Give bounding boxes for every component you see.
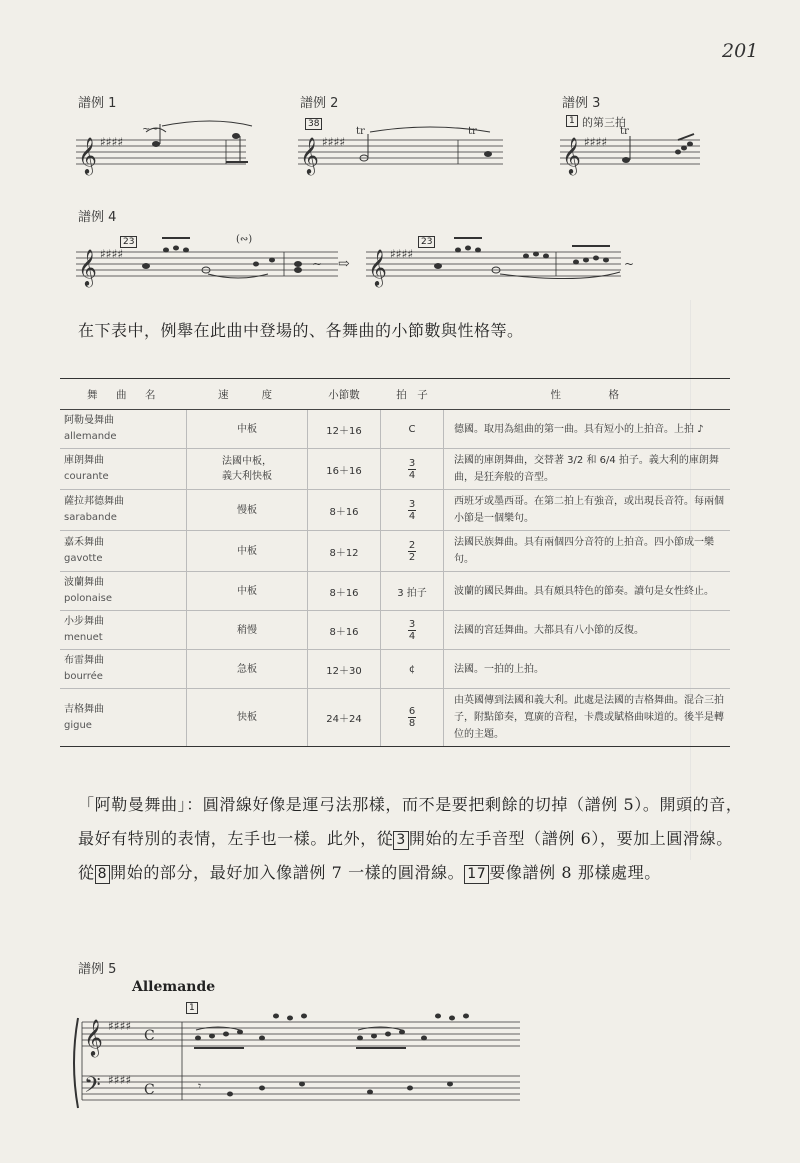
meter-cell xyxy=(381,650,444,689)
treble-clef-icon: 𝄞 xyxy=(78,136,97,174)
table-row xyxy=(60,650,730,689)
character-cell: 由英國傳到法國和義大利。此處是法國的吉格舞曲。混合三拍子，附點節奏，寬廣的音程，卡農或賦格曲味道的。後半是轉位的主題。 xyxy=(444,689,731,747)
dance-name-zh: 庫朗舞曲 xyxy=(64,455,104,466)
example-1-staff xyxy=(76,112,256,182)
dance-name-en: sarabande xyxy=(64,512,117,523)
meter-cell xyxy=(381,410,444,449)
table-header-row xyxy=(60,379,730,410)
example-5-label: 譜例 5 xyxy=(78,962,117,977)
dance-name-en: courante xyxy=(64,471,109,482)
measure-number-box: 23 xyxy=(120,236,137,248)
meter-cell xyxy=(381,449,444,490)
measure-number-box: 3 xyxy=(393,831,409,850)
table-row xyxy=(60,449,730,490)
page-number: 201 xyxy=(722,40,759,62)
column-header: 速 度 xyxy=(187,379,308,410)
example-5-grand-staff xyxy=(70,1008,530,1118)
table-row xyxy=(60,611,730,650)
time-signature: C xyxy=(408,423,416,435)
dance-name-cell xyxy=(60,449,187,490)
dance-name-zh: 嘉禾舞曲 xyxy=(64,537,104,548)
svg-text:~~: ~~ xyxy=(142,124,159,135)
dance-name-en: gavotte xyxy=(64,553,103,564)
character-cell: 德國。取用為組曲的第一曲。具有短小的上拍音。上拍 ♪ xyxy=(444,410,731,449)
measure-number-box: 1 xyxy=(566,115,578,127)
svg-text:♯♯♯♯: ♯♯♯♯ xyxy=(584,135,608,149)
example-3-staff xyxy=(560,112,710,182)
table-row xyxy=(60,490,730,531)
bar-count-cell: 8＋16 xyxy=(308,572,381,611)
example-3-annotation: 的第三拍 xyxy=(582,116,626,129)
tempo-text: 急板 xyxy=(237,663,257,675)
dance-name-zh: 阿勒曼舞曲 xyxy=(64,415,114,426)
tempo-cell xyxy=(187,531,308,572)
tempo-text: 法國中板， xyxy=(222,456,272,467)
tempo-text: 中板 xyxy=(237,545,257,557)
tempo-cell xyxy=(187,650,308,689)
time-signature: 3 拍子 xyxy=(397,587,427,599)
character-cell: 波蘭的國民舞曲。具有頗具特色的節奏。讀句是女性終止。 xyxy=(444,572,731,611)
svg-text:tr: tr xyxy=(468,126,477,137)
tempo-cell xyxy=(187,572,308,611)
dance-name-zh: 薩拉邦德舞曲 xyxy=(64,496,124,507)
dance-name-en: bourrée xyxy=(64,671,103,682)
column-header: 性 格 xyxy=(444,379,731,410)
treble-clef-icon: 𝄞 xyxy=(78,248,97,286)
character-cell: 法國。一拍的上拍。 xyxy=(444,650,731,689)
bar-count-cell: 16＋16 xyxy=(308,449,381,490)
bar-count-cell: 8＋12 xyxy=(308,531,381,572)
dance-name-cell xyxy=(60,490,187,531)
character-cell: 法國的宮廷舞曲。大都具有八小節的反復。 xyxy=(444,611,731,650)
meter-cell xyxy=(381,611,444,650)
svg-text:~: ~ xyxy=(312,257,323,271)
example-1-label: 譜例 1 xyxy=(78,96,117,111)
time-signature: $\frac{3}{4}$ xyxy=(408,498,416,522)
svg-text:𝄾: 𝄾 xyxy=(198,1079,202,1093)
dance-name-zh: 布雷舞曲 xyxy=(64,655,104,666)
svg-text:♯♯♯♯: ♯♯♯♯ xyxy=(322,135,346,149)
time-signature: ¢ xyxy=(408,663,416,675)
dance-name-zh: 波蘭舞曲 xyxy=(64,577,104,588)
meter-cell xyxy=(381,490,444,531)
tempo-text: 快板 xyxy=(237,712,257,723)
svg-text:♯♯♯♯: ♯♯♯♯ xyxy=(100,247,124,261)
tempo-cell xyxy=(187,611,308,650)
dance-name-en: menuet xyxy=(64,632,103,643)
arrow-right-icon: ⇨ xyxy=(338,256,350,272)
time-signature: $\frac{2}{2}$ xyxy=(408,539,416,563)
bar-count-cell: 24＋24 xyxy=(308,689,381,747)
measure-number-box: 23 xyxy=(418,236,435,248)
bar-count-cell: 12＋16 xyxy=(308,410,381,449)
tempo-cell xyxy=(187,490,308,531)
tempo-text: 稍慢 xyxy=(237,624,257,636)
example-4-staff xyxy=(76,226,726,296)
bar-count-cell: 12＋30 xyxy=(308,650,381,689)
meter-cell xyxy=(381,572,444,611)
dance-name-cell xyxy=(60,531,187,572)
character-cell: 西班牙或墨西哥。在第二拍上有強音，或出現長音符。每兩個小節是一個樂句。 xyxy=(444,490,731,531)
tempo-text: 義大利快板 xyxy=(222,471,272,482)
measure-number-box: 1 xyxy=(186,1002,198,1014)
example-3-label: 譜例 3 xyxy=(562,96,601,111)
time-signature: $\frac{3}{4}$ xyxy=(408,457,416,481)
dance-name-cell xyxy=(60,650,187,689)
bar-count-cell: 8＋16 xyxy=(308,490,381,531)
svg-text:tr: tr xyxy=(620,126,629,137)
svg-text:C: C xyxy=(144,1028,155,1044)
tempo-text: 中板 xyxy=(237,423,257,435)
treble-clef-icon: 𝄞 xyxy=(84,1018,103,1056)
svg-text:C: C xyxy=(144,1082,155,1098)
svg-text:♯♯♯♯: ♯♯♯♯ xyxy=(100,135,124,149)
dance-name-en: polonaise xyxy=(64,593,112,604)
measure-number-box: 38 xyxy=(305,118,322,130)
measure-number-box: 8 xyxy=(95,865,111,884)
example-2-label: 譜例 2 xyxy=(300,96,339,111)
svg-text:(∾): (∾) xyxy=(236,234,253,245)
dance-name-cell xyxy=(60,611,187,650)
dance-name-en: gigue xyxy=(64,719,92,731)
svg-text:♯♯♯♯: ♯♯♯♯ xyxy=(108,1073,132,1087)
dance-name-cell xyxy=(60,572,187,611)
column-header: 小節數 xyxy=(308,379,381,410)
tempo-text: 慢板 xyxy=(237,504,257,516)
time-signature: $\frac{3}{4}$ xyxy=(408,618,416,642)
intro-paragraph: 在下表中，例舉在此曲中登場的、各舞曲的小節數與性格等。 xyxy=(78,321,524,340)
dance-table xyxy=(60,378,730,747)
column-header: 拍 子 xyxy=(381,379,444,410)
treble-clef-icon: 𝄞 xyxy=(368,248,387,286)
meter-cell xyxy=(381,689,444,747)
svg-text:tr: tr xyxy=(356,126,365,137)
table-row xyxy=(60,689,730,747)
tempo-cell xyxy=(187,689,308,747)
meter-cell xyxy=(381,531,444,572)
svg-text:♯♯♯♯: ♯♯♯♯ xyxy=(108,1019,132,1033)
body-paragraph: 「阿勒曼舞曲」：圓滑線好像是運弓法那樣，而不是要把剩餘的切掉（譜例 5）。開頭的音，最好有特別的表情，左手也一樣。此外，從 3 開始的左手音型（譜例 6），要加上圓滑線。從 8 開始的部分，最好加入像譜例 7 一樣的圓滑線。 17 要像譜例 8 那樣處理。 xyxy=(78,795,743,882)
treble-clef-icon: 𝄞 xyxy=(300,136,319,174)
dance-name-zh: 小步舞曲 xyxy=(64,616,104,627)
tempo-cell xyxy=(187,410,308,449)
bass-clef-icon: 𝄢 xyxy=(84,1073,101,1103)
column-header: 舞 曲 名 xyxy=(60,379,187,410)
example-2-staff xyxy=(298,112,508,182)
treble-clef-icon: 𝄞 xyxy=(562,136,581,174)
svg-text:~: ~ xyxy=(624,257,635,271)
allemande-title: Allemande xyxy=(132,979,216,995)
character-cell: 法國民族舞曲。具有兩個四分音符的上拍音。四小節成一樂句。 xyxy=(444,531,731,572)
dance-name-zh: 吉格舞曲 xyxy=(64,703,104,715)
bar-count-cell: 8＋16 xyxy=(308,611,381,650)
svg-text:♯♯♯♯: ♯♯♯♯ xyxy=(390,247,414,261)
character-cell: 法國的庫朗舞曲，交替著 3/2 和 6/4 拍子。義大利的庫朗舞曲，是狂奔般的音型。 xyxy=(444,449,731,490)
time-signature: $\frac{6}{8}$ xyxy=(408,706,416,729)
table-row xyxy=(60,572,730,611)
dance-name-cell xyxy=(60,410,187,449)
tempo-text: 中板 xyxy=(237,585,257,597)
example-4-label: 譜例 4 xyxy=(78,210,117,225)
table-row xyxy=(60,531,730,572)
table-row xyxy=(60,410,730,449)
measure-number-box: 17 xyxy=(464,865,489,884)
dance-name-cell xyxy=(60,689,187,747)
tempo-cell xyxy=(187,449,308,490)
dance-name-en: allemande xyxy=(64,431,117,442)
